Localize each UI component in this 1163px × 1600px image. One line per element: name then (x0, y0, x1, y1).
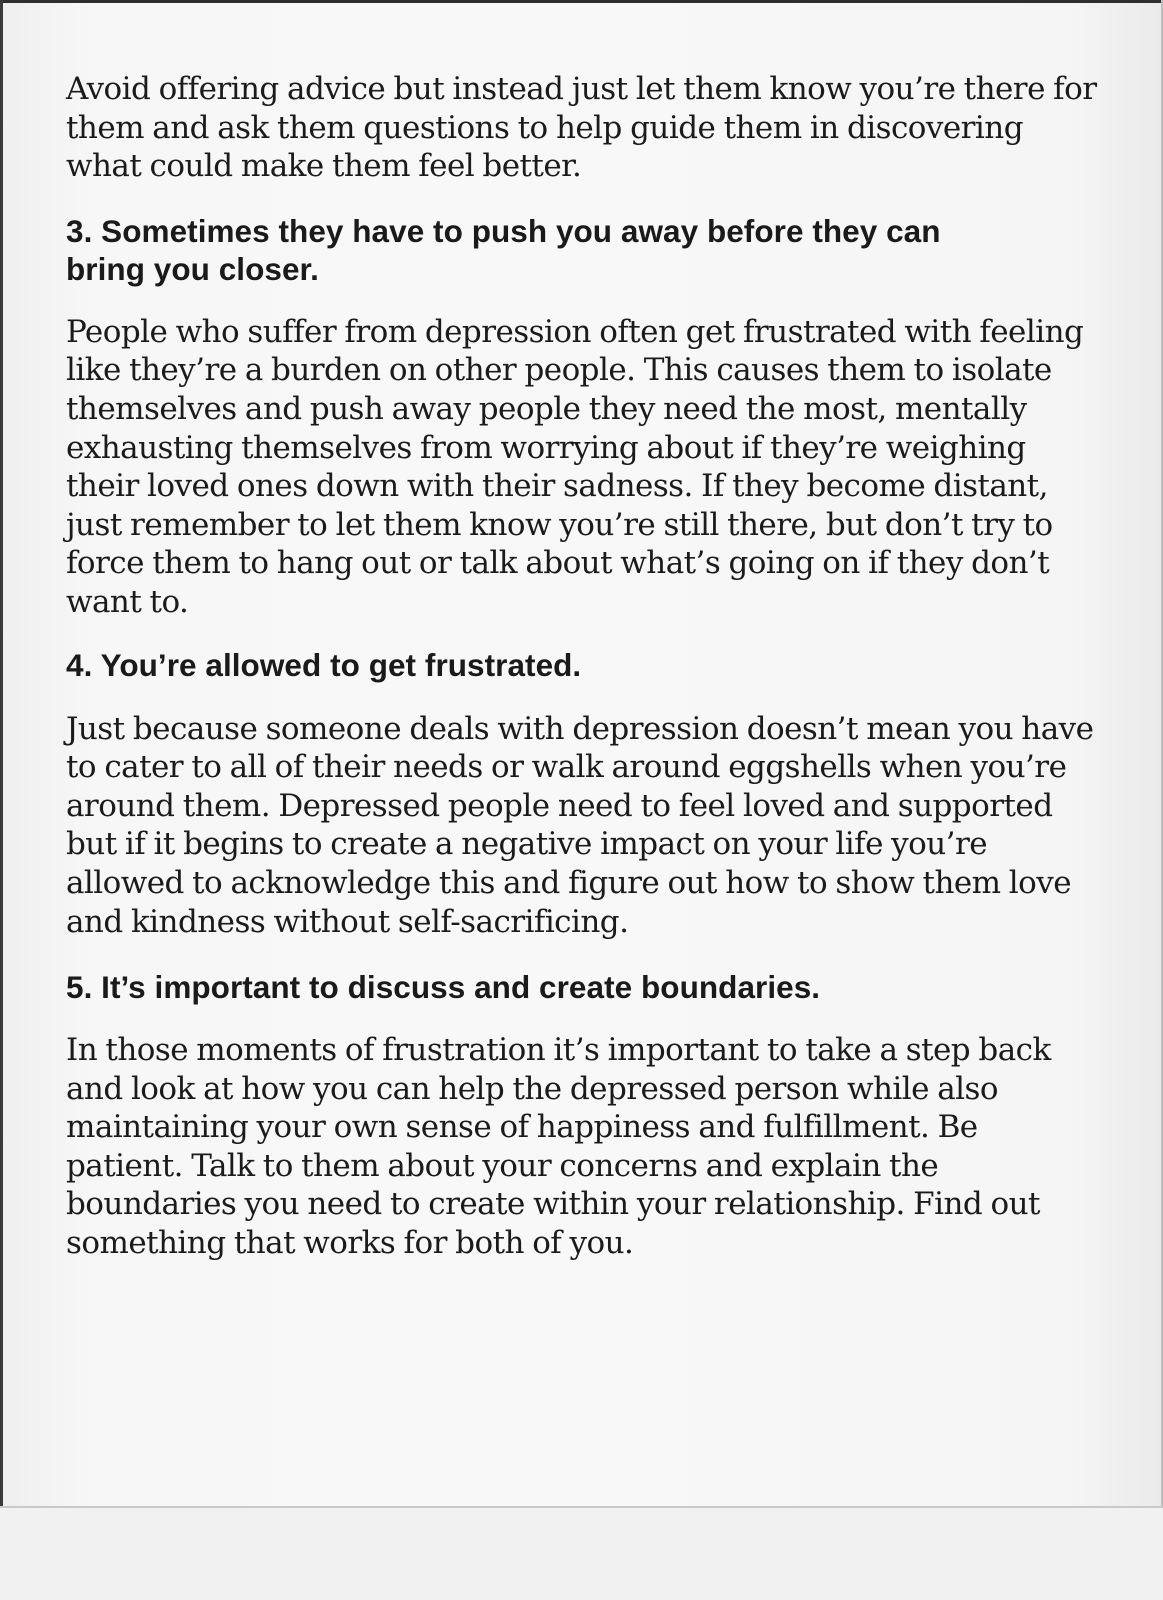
heading-point-5: 5. It’s important to discuss and create boundaries. (66, 969, 821, 1006)
scan-bottom-strip (0, 1508, 1163, 1600)
scan-edge-left (0, 0, 3, 1600)
paragraph-point-5: In those moments of frustration it’s important to take a step back and look at how you can help the depressed person while also maintaining your own sense of happiness and fulfillment. Be patient. Talk to them about your concerns and explain the boundaries you need to create within your relationship. Find out something that works for both of you. (66, 1032, 1051, 1262)
paragraph-point-4: Just because someone deals with depression doesn’t mean you have to cater to all of their needs or walk around eggshells when you’re around them. Depressed people need to feel loved and supported but if it begins to create a negative impact on your life you’re allowed to acknowledge this and figure out how to show them love and kindness without self-sacrificing. (66, 710, 1094, 940)
paragraph-point-3: People who suffer from depression often get frustrated with feeling like they’re a burden on other people. This causes them to isolate themselves and push away people they need the most, mentally exhausting themselves from worrying about if they’re weighing their loved ones down with their sadness. If they become distant, just remember to let them know you’re still there, but don’t try to force them to hang out or talk about what’s going on if they don’t want to. (66, 313, 1084, 620)
scan-edge-top (0, 0, 1163, 3)
heading-point-4: 4. You’re allowed to get frustrated. (66, 646, 582, 683)
document-body (66, 70, 1136, 1263)
heading-point-3: 3. Sometimes they have to push you away before they can bring you closer. (66, 212, 941, 287)
paragraph-advice: Avoid offering advice but instead just let them know you’re there for them and ask them questions to help guide them in discovering what could make them feel better. (66, 71, 1097, 185)
